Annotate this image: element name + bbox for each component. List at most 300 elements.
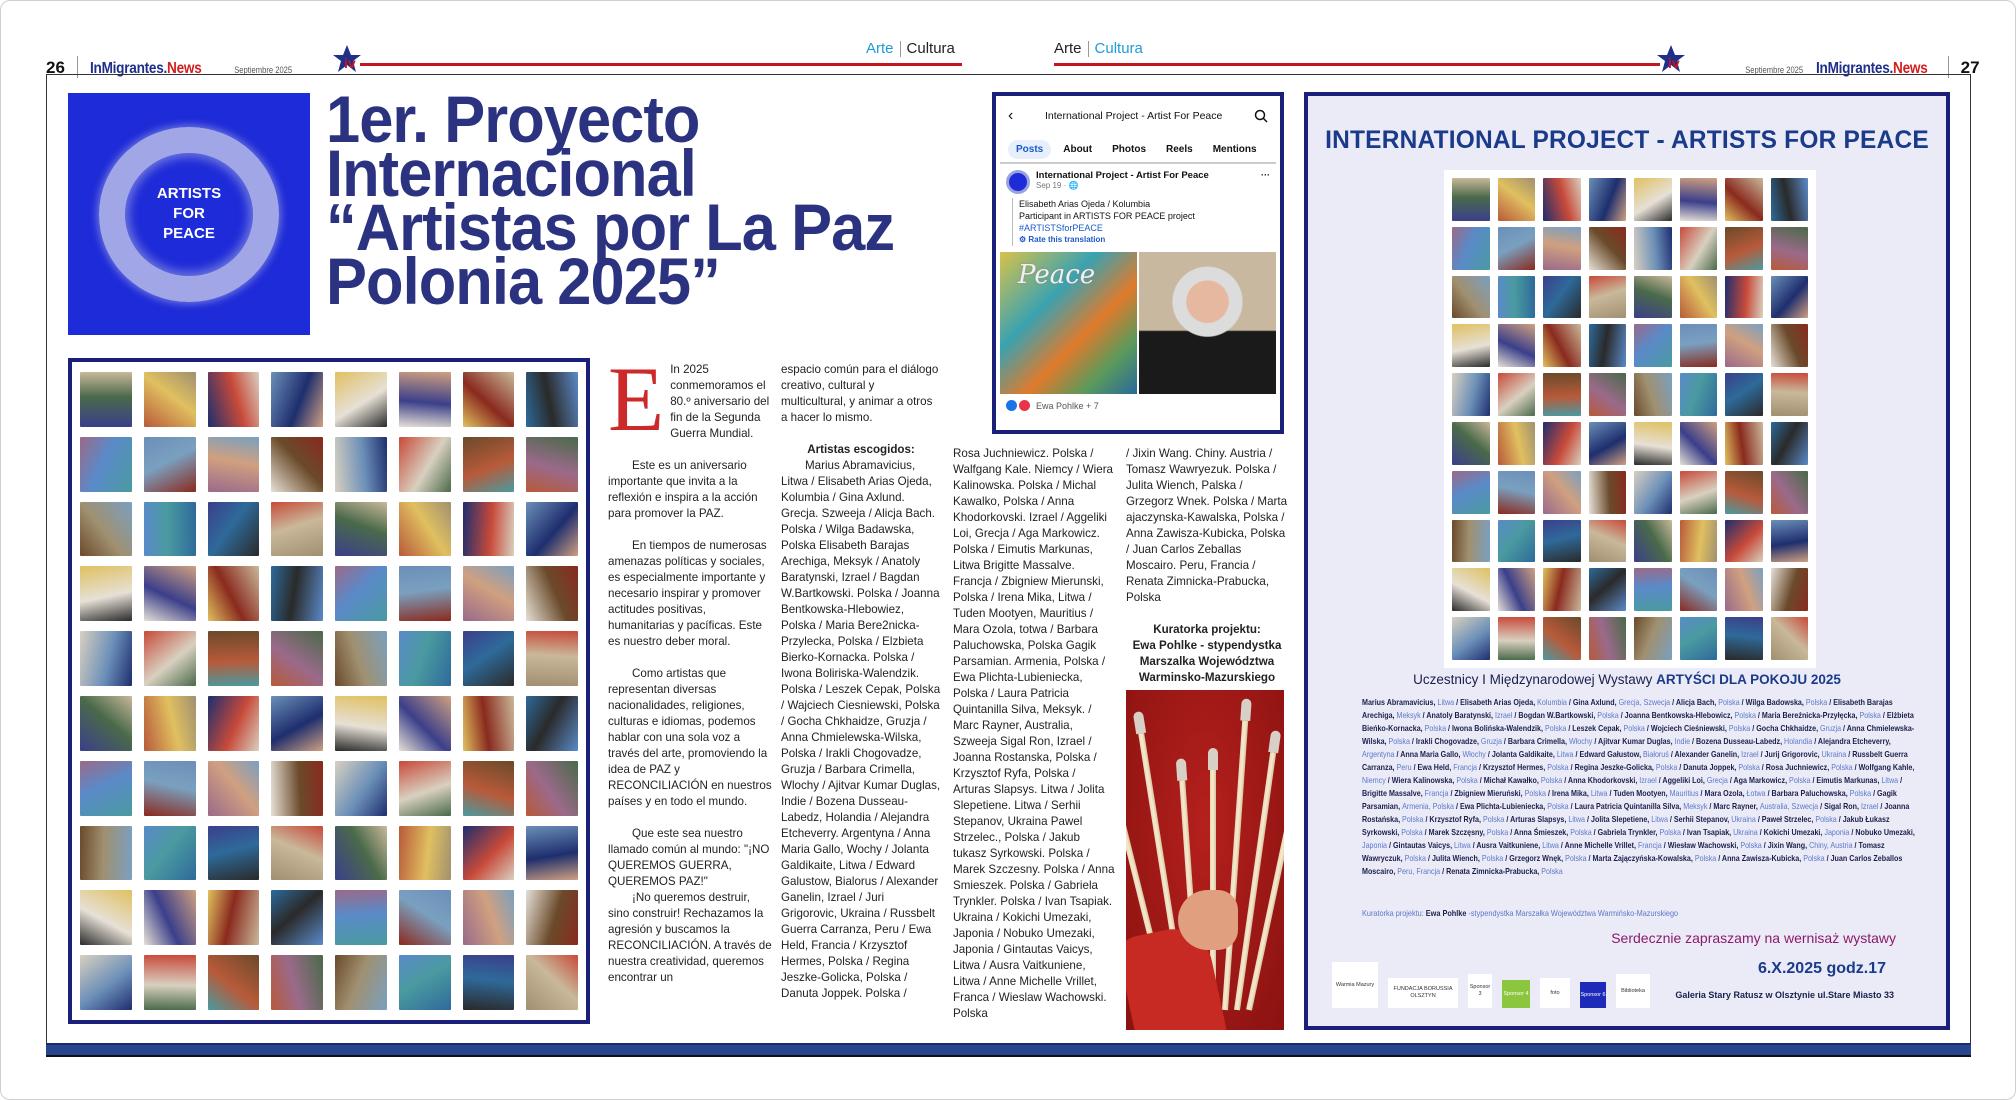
artwork-thumbnail — [1634, 617, 1672, 660]
participants-list: Marius Abramavicius, Litwa / Elisabeth Arias Ojeda, Kolumbia / Gina Axlund, Grecja, Szwecja / Alicja Bach, Polska / Wilga Badowska, Polska / Elisabeth Barajas Arechiga, Meksyk / Anatoly Baratynski, Izrael / Bogdan W.Bartkowski, Polska / Joanna Bentkowska-Hlebowicz, Polska / Maria Bereźnicka-Przyłęcka, Polska / Elżbieta Bieńko-Kornacka, Polska / Iwona Bolińska-Walendzik, Polska / Leszek Cepak, Polska / Wojciech Cieśniewski, Polska / Gocha Chkhaidze, Gruzja / Anna Chmielewska-Wilska, Polska / Irakli Chogovadze, Gruzja / Barbara Crimella, Włochy / Ajitvar Kumar Duglas, Indie / Bozena Dusseau-Labedz, Holandia / Alejandra Etcheverry, Argentyna / Anna Maria Gallo, Włochy / Jolanta Galdikaite, Litwa / Edward Gałustow, Białoruś / Alexander Ganelin, Izrael / Jurij Grigorovic, Ukraina / Russbelt Guerra Carranza, Peru / Ewa Held, Francja / Krzysztof Hermes, Polska / Regina Jeszke-Golicka, Polska / Danuta Joppek, Polska / Rosa Juchniewicz, Polska / Wolfgang Kahle, Niemcy / Wiera Kalinowska, Polska / Michał Kawałko, Polska / Anna Khodorkovski, Izrael / Aggeliki Loi, Grecja / Aga Markowicz, Polska / Eimutis Markunas, Litwa / Brigitte Massalve, Francja / Zbigniew Mieruński, Polska / Irena Mika, Litwa / Tuden Mootyen, Mauritius / Mara Ozola, Łotwa / Barbara Paluchowska, Polska / Gagik Parsamian, Armenia, Polska / Ewa Plichta-Lubieniecka, Polska / Laura Patricia Quintanilla Silva, Meksyk / Marc Rayner, Australia, Szwecja / Sigal Ron, Izrael / Joanna Rostańska, Polska / Krzysztof Ryfa, Polska / Arturas Slapsys, Litwa / Jolita Slepetiene, Litwa / Serhii Stepanov, Ukraina / Paweł Strzelec, Polska / Jakub Łukasz Syrkowski, Polska / Marek Szczęsny, Polska / Anna Śmieszek, Polska / Gabriela Trynkler, Polska / Ivan Tsapiak, Ukraina / Kokichi Umezaki, Japonia / Nobuko Umezaki, Japonia / Gintautas Vaicys, Litwa / Ausra Vaitkuniene, Litwa / Anne Michelle Vrillet, Francja / Wiesław Wachowski, Polska / Jixin Wang, Chiny, Austria / Tomasz Wawryczuk, Polska / Julita Wiench, Polska / Grzegorz Wnęk, Polska / Marta Zajączyńska-Kowalska, Polska / Anna Zawisza-Kubicka, Polska / Juan Carlos Zeballos Moscairo, Peru, Francja / Renata Zimnicka-Prabucka, Polska — [1362, 697, 1915, 876]
participant-name: Ajitvar Kumar Duglas, — [1598, 736, 1675, 746]
participant-country: Polska — [1541, 866, 1563, 876]
artwork-thumbnail — [1498, 471, 1536, 514]
intro-paragraph: E In 2025 conmemoramos el 80.º aniversario del fin de la Segunda Guerra Mundial. — [608, 348, 770, 450]
participant-country: Litwa — [1542, 840, 1559, 850]
participant-name: Elżbieta Bieńko-Kornacka, — [1362, 710, 1914, 733]
page-number-left: 26 — [46, 58, 65, 77]
participant-country: Polska — [1597, 710, 1619, 720]
artwork-thumbnail — [1771, 520, 1809, 563]
header-rule-right — [1054, 63, 1660, 66]
facebook-post-screenshot — [992, 92, 1284, 434]
participant-country: Polska — [1547, 762, 1569, 772]
artwork-thumbnail — [208, 890, 260, 945]
artwork-thumbnail — [1725, 324, 1763, 367]
artwork-thumbnail — [399, 696, 451, 751]
artwork-thumbnail — [1589, 617, 1627, 660]
artwork-thumbnail — [526, 890, 578, 945]
participant-country: Australia, Szwecja — [1759, 801, 1819, 811]
artwork-thumbnail — [271, 826, 323, 881]
artwork-thumbnail — [335, 761, 387, 816]
participant-country: Ukraina — [1731, 814, 1756, 824]
participant-name: Brigitte Massalve, — [1362, 788, 1425, 798]
rate-translation-link[interactable]: ⚙ Rate this translation — [1019, 235, 1106, 244]
participant-country: Litwa — [1881, 775, 1899, 785]
artwork-thumbnail — [80, 890, 132, 945]
participant-name: Joanna Bentkowska-Hlebowicz, — [1624, 710, 1735, 720]
curator-name: Ewa Pohlke - stypendystka Marszalka Województwa Warminsko-Mazurskiego — [1132, 639, 1282, 684]
participant-country: Chiny, Austria — [1809, 840, 1853, 850]
artwork-thumbnail — [526, 502, 578, 557]
artwork-thumbnail — [1589, 324, 1627, 367]
artwork-thumbnail — [1771, 471, 1809, 514]
participant-name: Laura Patricia Quintanilla Silva, — [1574, 801, 1684, 811]
participant-country: Polska — [1524, 788, 1547, 798]
fb-tab-bar — [1000, 136, 1276, 164]
svg-text:iv: iv — [344, 55, 356, 71]
artwork-thumbnail — [463, 566, 515, 621]
artwork-thumbnail — [208, 372, 260, 427]
participant-country: Izrael — [1639, 775, 1657, 785]
artwork-thumbnail — [271, 437, 323, 492]
participant-name: Tomasz Wawryczuk, — [1362, 840, 1885, 863]
artwork-thumbnail — [1543, 276, 1581, 319]
participant-name: Alejandra Etcheverry, — [1817, 736, 1891, 746]
section-label-left: Arte Cultura — [866, 40, 955, 57]
artwork-thumbnail — [80, 502, 132, 557]
event-venue: Galeria Stary Ratusz w Olsztynie ul.Stare Miasto 33 — [1675, 990, 1894, 1000]
paintbrushes-photo — [1126, 690, 1284, 1030]
artwork-thumbnail — [1680, 520, 1718, 563]
artwork-thumbnail — [1634, 178, 1672, 221]
participant-name: Rosa Juchniewicz, — [1765, 762, 1832, 772]
participant-name: Krzysztof Hermes, — [1482, 762, 1548, 772]
artwork-thumbnail — [526, 566, 578, 621]
paragraph: espacio común para el diálogo creativo, cultural y multicultural, y animar a otros a hacer lo mismo. — [781, 363, 939, 424]
participant-name: Bogdan W.Bartkowski, — [1518, 710, 1598, 720]
artwork-thumbnail — [463, 955, 515, 1010]
participant-country: Ukraina — [1821, 749, 1847, 759]
sponsor-logo: Biblioteka — [1616, 974, 1650, 1008]
participant-name: Gintautas Vaicys, — [1392, 840, 1455, 850]
participant-country: Polska — [1815, 814, 1837, 824]
artwork-thumbnail — [1680, 373, 1718, 416]
invitation-text: Serdecznie zapraszamy na wernisaż wystawy — [1611, 930, 1896, 946]
header-rule-left — [360, 63, 962, 66]
post-author[interactable]: International Project - Artist For Peace — [1036, 170, 1209, 181]
avatar[interactable] — [1006, 170, 1030, 194]
artwork-thumbnail — [526, 372, 578, 427]
post-images — [996, 252, 1280, 394]
participant-country: Holandia — [1784, 736, 1813, 746]
participant-name: Wiesław Wachowski, — [1667, 840, 1741, 850]
artwork-thumbnail — [144, 890, 196, 945]
participant-name: Anna Khodorkovski, — [1567, 775, 1640, 785]
article-title: 1er. Proyecto Internacional “Artistas por La Paz Polonia 2025” — [326, 82, 895, 318]
artists-list: / Jixin Wang. Chiny. Austria / Tomasz Wawryezuk. Polska / Julita Wiench, Palska / Grzegorz Wnek. Polska / Marta ajaczynska-Kawalska, Polska / Anna Zawisza-Kubicka, Polska / Juan Carlos Zeballas Moscairo. Peru, Francia / Renata Zimnicka-Prabucka, Polska — [1126, 447, 1288, 604]
artwork-thumbnail — [1452, 471, 1490, 514]
artwork-thumbnail — [1634, 568, 1672, 611]
artwork-thumbnail — [1680, 617, 1718, 660]
artwork-thumbnail — [144, 696, 196, 751]
artwork-thumbnail — [526, 696, 578, 751]
footer-bar — [46, 1043, 1971, 1057]
artwork-thumbnail — [80, 826, 132, 881]
participant-name: Joanna Rostańska, — [1362, 801, 1910, 824]
paragraph: En tiempos de numerosas amenazas políticas y sociales, es especialmente importante y necesario inspirar y promover actitudes positivas, humanitarias y pacíficas. Este es nuestro deber moral. — [608, 539, 767, 648]
participant-name: Eimutis Markunas, — [1816, 775, 1882, 785]
participant-name: Juan Carlos Zeballos Moscairo, — [1362, 853, 1903, 876]
article-column-1 — [608, 348, 774, 1002]
artwork-thumbnail — [463, 372, 515, 427]
sponsor-logo: Sponsor 3 — [1468, 974, 1492, 1008]
artwork-thumbnail — [1725, 568, 1763, 611]
artwork-thumbnail — [271, 955, 323, 1010]
participant-country: Polska — [1481, 853, 1504, 863]
participant-name: Aga Markowicz, — [1733, 775, 1790, 785]
participant-country: Polska — [1734, 710, 1756, 720]
artwork-thumbnail — [1725, 227, 1763, 270]
participant-name: Russbelt Guerra Carranza, — [1362, 749, 1908, 772]
tab-reels[interactable]: Reels — [1166, 143, 1193, 155]
artwork-thumbnail — [1771, 276, 1809, 319]
artwork-thumbnail — [526, 955, 578, 1010]
participant-country: Polska — [1402, 814, 1424, 824]
artwork-thumbnail — [271, 890, 323, 945]
artwork-thumbnail — [399, 631, 451, 686]
artwork-thumbnail — [1771, 422, 1809, 465]
artwork-thumbnail — [1543, 617, 1581, 660]
participant-country: Japonia — [1362, 840, 1388, 850]
participant-name: Wiera Kalinowska, — [1391, 775, 1457, 785]
participant-name: Marius Abramavicius, — [1362, 697, 1438, 707]
sponsor-logos — [1332, 962, 1650, 1008]
artwork-thumbnail — [1498, 178, 1536, 221]
participant-country: Francja — [1637, 840, 1662, 850]
participant-country: Polska — [1659, 827, 1681, 837]
artwork-thumbnail — [208, 502, 260, 557]
artwork-thumbnail — [1634, 324, 1672, 367]
artwork-thumbnail — [144, 631, 196, 686]
section-label-right: Arte Cultura — [1054, 40, 1143, 57]
participant-name: Gabriela Trynkler, — [1597, 827, 1660, 837]
participant-name: Gagik Parsamian, — [1362, 788, 1897, 811]
event-datetime: 6.X.2025 godz.17 — [1757, 960, 1886, 977]
artwork-thumbnail — [271, 631, 323, 686]
artwork-thumbnail — [1589, 568, 1627, 611]
participant-name: Jurij Grigorovic, — [1764, 749, 1822, 759]
participant-name: Marek Szczęsny, — [1428, 827, 1487, 837]
fb-post — [996, 164, 1280, 246]
participant-country: Polska — [1728, 723, 1751, 733]
participant-name: Gocha Chkhaidze, — [1756, 723, 1821, 733]
participant-country: Polska — [1565, 853, 1587, 863]
artwork-thumbnail — [335, 631, 387, 686]
artwork-thumbnail — [1452, 520, 1490, 563]
exhibition-poster — [1304, 92, 1950, 1030]
artwork-thumbnail — [335, 696, 387, 751]
participant-country: Włochy — [1462, 749, 1486, 759]
artwork-thumbnail — [1452, 422, 1490, 465]
participant-country: Argentyna — [1362, 749, 1395, 759]
participant-name: Elisabeth Arias Ojeda, — [1460, 697, 1538, 707]
artwork-thumbnail — [208, 631, 260, 686]
participant-country: Grecja — [1706, 775, 1728, 785]
participant-country: Mauritius — [1669, 788, 1699, 798]
participant-name: Alicja Bach, — [1675, 697, 1719, 707]
participant-country: Polska — [1859, 710, 1881, 720]
artists-for-peace-logo — [68, 93, 310, 335]
artwork-thumbnail — [80, 372, 132, 427]
artwork-thumbnail — [1498, 227, 1536, 270]
search-icon[interactable] — [1254, 109, 1268, 123]
participant-name: Bozena Dusseau-Labedz, — [1696, 736, 1785, 746]
tab-photos[interactable]: Photos — [1112, 143, 1147, 155]
participant-name: Krzysztof Ryfa, — [1429, 814, 1483, 824]
participant-name: Ausra Vaitkuniene, — [1476, 840, 1543, 850]
artwork-thumbnail — [463, 502, 515, 557]
artwork-thumbnail — [1498, 568, 1536, 611]
participant-name: Marc Rayner, — [1713, 801, 1760, 811]
participant-name: Julita Wiench, — [1431, 853, 1482, 863]
artwork-thumbnail — [208, 566, 260, 621]
tab-about[interactable]: About — [1063, 143, 1093, 155]
participant-country: Polska — [1570, 827, 1592, 837]
artwork-thumbnail — [1771, 617, 1809, 660]
artwork-thumbnail — [1498, 324, 1536, 367]
sponsor-logo: Sponsor 4 — [1502, 980, 1530, 1008]
participant-name: Elisabeth Barajas Arechiga, — [1362, 697, 1893, 720]
participant-country: Polska — [1849, 788, 1872, 798]
participant-name: Maria Bereźnicka-Przyłęcka, — [1761, 710, 1860, 720]
participant-country: Polska — [1694, 853, 1717, 863]
artwork-thumbnail — [399, 890, 451, 945]
artwork-thumbnail — [1634, 422, 1672, 465]
peace-painting-image[interactable]: Peace — [1000, 252, 1137, 394]
artwork-thumbnail — [144, 826, 196, 881]
participant-name: Tuden Mootyen, — [1613, 788, 1670, 798]
participant-name: Wolfgang Kahle, — [1858, 762, 1915, 772]
artist-portrait-image[interactable] — [1139, 252, 1276, 394]
curator-label: Kuratorka projektu: — [1153, 623, 1261, 636]
artwork-thumbnail — [1771, 324, 1809, 367]
participant-name: Zbigniew Mieruński, — [1454, 788, 1525, 798]
participant-country: Polska — [1740, 840, 1762, 850]
artwork-thumbnail — [1680, 324, 1718, 367]
participant-name: Serhii Stepanov, — [1673, 814, 1732, 824]
artwork-thumbnail — [399, 955, 451, 1010]
participant-country: Polska — [1540, 775, 1563, 785]
post-text: Elisabeth Arias Ojeda / Kolumbia Participant in ARTISTS FOR PEACE project #ARTISTSforPEACE ⚙ Rate this translation — [1012, 198, 1270, 246]
artwork-thumbnail — [1543, 227, 1581, 270]
sponsor-logo: foto — [1540, 978, 1570, 1008]
artwork-thumbnail — [1498, 422, 1536, 465]
artwork-thumbnail — [208, 826, 260, 881]
artwork-thumbnail — [335, 566, 387, 621]
participant-name: Sigal Ron, — [1824, 801, 1861, 811]
participant-country: Gruzja — [1480, 736, 1502, 746]
artwork-thumbnail — [1452, 227, 1490, 270]
artwork-thumbnail — [1452, 324, 1490, 367]
artwork-thumbnail — [208, 761, 260, 816]
artwork-thumbnail — [1589, 227, 1627, 270]
participant-country: Izrael — [1860, 801, 1879, 811]
participant-name: Ewa Plichta-Lubieniecka, — [1459, 801, 1548, 811]
page-number-right: 27 — [1960, 58, 1980, 77]
artwork-thumbnail — [1634, 373, 1672, 416]
artwork-thumbnail — [1498, 373, 1536, 416]
artwork-thumbnail — [271, 566, 323, 621]
artwork-grid-right — [1444, 170, 1816, 668]
poster-curator: Kuratorka projektu: Ewa Pohlke -stypendystka Marszałka Województwa Warmińsko-Mazurskiego — [1362, 908, 1679, 918]
artwork-grid-left — [68, 358, 590, 1024]
drop-cap: E — [608, 348, 665, 450]
artwork-thumbnail — [144, 437, 196, 492]
participant-country: Polska — [1401, 827, 1423, 837]
artists-heading: Artistas escogidos: — [807, 443, 915, 456]
participant-country: Peru, Francja — [1397, 866, 1441, 876]
artwork-thumbnail — [1725, 520, 1763, 563]
artwork-thumbnail — [1452, 178, 1490, 221]
participant-name: Marta Zajączyńska-Kowalska, — [1592, 853, 1695, 863]
issue-date-left: Septiembre 2025 — [234, 65, 293, 76]
participant-country: Białoruś — [1643, 749, 1669, 759]
artwork-thumbnail — [1543, 178, 1581, 221]
participant-name: Anna Maria Gallo, — [1400, 749, 1463, 759]
artwork-thumbnail — [526, 437, 578, 492]
artwork-thumbnail — [1725, 617, 1763, 660]
artwork-thumbnail — [399, 502, 451, 557]
artwork-thumbnail — [1498, 276, 1536, 319]
artwork-thumbnail — [399, 826, 451, 881]
participant-name: Barbara Crimella, — [1507, 736, 1569, 746]
artwork-thumbnail — [1589, 373, 1627, 416]
article-column-3 — [953, 446, 1115, 1038]
artwork-thumbnail — [1680, 276, 1718, 319]
participant-name: Jixin Wang, — [1767, 840, 1810, 850]
artwork-thumbnail — [1634, 520, 1672, 563]
right-page-header — [1732, 44, 1980, 78]
participant-name: Nobuko Umezaki, — [1855, 827, 1915, 837]
artwork-thumbnail — [1725, 276, 1763, 319]
post-reactions[interactable]: Ewa Pohlke + 7 — [996, 394, 1280, 417]
artwork-thumbnail — [1634, 471, 1672, 514]
artwork-thumbnail — [144, 502, 196, 557]
sponsor-logo: Sponsor 6 — [1580, 982, 1606, 1008]
artwork-thumbnail — [526, 761, 578, 816]
tab-mentions[interactable]: Mentions — [1212, 143, 1257, 155]
artwork-thumbnail — [335, 890, 387, 945]
participant-name: Paweł Strzelec, — [1761, 814, 1816, 824]
participant-name: Iwona Bolińska-Walendzik, — [1452, 723, 1545, 733]
participant-name: Jakub Łukasz Syrkowski, — [1362, 814, 1890, 837]
artwork-thumbnail — [1543, 568, 1581, 611]
artwork-thumbnail — [1452, 373, 1490, 416]
hashtag-link[interactable]: #ARTISTSforPEACE — [1019, 223, 1103, 233]
brand-logo-left: InMigrantes.News — [89, 60, 202, 77]
artwork-thumbnail — [271, 502, 323, 557]
participant-name: Wilga Badowska, — [1745, 697, 1806, 707]
artwork-thumbnail — [1589, 276, 1627, 319]
artwork-thumbnail — [335, 955, 387, 1010]
more-dots-icon[interactable]: ··· — [1261, 170, 1270, 180]
artwork-thumbnail — [1771, 178, 1809, 221]
chevron-left-icon[interactable]: ‹ — [1008, 107, 1014, 124]
participant-name: Anna Śmieszek, — [1513, 827, 1571, 837]
artwork-thumbnail — [80, 631, 132, 686]
artwork-thumbnail — [1680, 568, 1718, 611]
star-logo-icon — [332, 44, 362, 74]
post-date: Sep 19 · 🌐 — [1036, 181, 1079, 190]
participant-country: Indie — [1674, 736, 1691, 746]
love-icon — [1019, 400, 1030, 411]
artwork-thumbnail — [80, 761, 132, 816]
fb-page-title: International Project - Artist For Peace — [1044, 110, 1223, 122]
artwork-thumbnail — [463, 696, 515, 751]
participant-country: Litwa — [1590, 788, 1608, 798]
tab-posts[interactable]: Posts — [1008, 140, 1051, 159]
artwork-thumbnail — [271, 696, 323, 751]
artwork-thumbnail — [1725, 471, 1763, 514]
participant-country: Kolumbia — [1537, 697, 1567, 707]
participant-name: Jolanta Galdikaite, — [1491, 749, 1557, 759]
participant-country: Polska — [1544, 723, 1567, 733]
artwork-thumbnail — [399, 437, 451, 492]
participant-country: Litwa — [1556, 749, 1574, 759]
sponsor-logo: Warmia Mazury — [1332, 962, 1378, 1008]
artwork-thumbnail — [463, 761, 515, 816]
participant-name: Jolita Slepetiene, — [1590, 814, 1652, 824]
participant-country: Polska — [1404, 853, 1426, 863]
artwork-thumbnail — [80, 955, 132, 1010]
artwork-thumbnail — [1543, 520, 1581, 563]
participant-country: Armenia, Polska — [1402, 801, 1455, 811]
participant-name: Anna Zawisza-Kubicka, — [1721, 853, 1804, 863]
participant-country: Polska — [1456, 775, 1478, 785]
artwork-thumbnail — [1498, 617, 1536, 660]
paragraph: ¡No queremos destruir, sino construir! Rechazamos la agresión y buscamos la RECONCILIACIÓN. A través de nuestra creatividad, queremos encontrar un — [608, 891, 772, 984]
participant-country: Polska — [1805, 697, 1828, 707]
participant-country: Polska — [1482, 814, 1505, 824]
artwork-thumbnail — [1543, 422, 1581, 465]
artwork-thumbnail — [80, 566, 132, 621]
participant-country: Polska — [1831, 762, 1853, 772]
participant-name: Anne Michelle Vrillet, — [1564, 840, 1638, 850]
participant-name: Michał Kawałko, — [1483, 775, 1541, 785]
artwork-thumbnail — [1589, 422, 1627, 465]
artwork-thumbnail — [208, 955, 260, 1010]
participant-name: Aggeliki Loi, — [1662, 775, 1707, 785]
participant-country: Polska — [1424, 723, 1447, 733]
svg-text:iv: iv — [1668, 55, 1680, 71]
participant-name: Wojciech Cieśniewski, — [1650, 723, 1729, 733]
participant-country: Polska — [1738, 762, 1760, 772]
poster-subtitle: Uczestnicy I Międzynarodowej Wystawy ARTYŚCI DLA POKOJU 2025 — [1413, 672, 1841, 687]
participant-country: Litwa — [1454, 840, 1471, 850]
participant-name: Kokichi Umezaki, — [1763, 827, 1825, 837]
artwork-thumbnail — [1452, 568, 1490, 611]
artwork-thumbnail — [463, 826, 515, 881]
article-column-2 — [781, 362, 941, 1018]
artwork-thumbnail — [1543, 471, 1581, 514]
artwork-thumbnail — [80, 696, 132, 751]
participant-country: Gruzja — [1820, 723, 1842, 733]
artists-list: Rosa Juchniewicz. Polska / Walfgang Kale. Niemcy / Wiera Kalinowska. Polska / Michal Kawalko, Polska / Anna Khodorkovski. Izrael / Aggeliki Loi, Grecja / Aga Markowicz. Polska / Eimutis Markunas, Litwa Brigitte Massalve. Francja / Zbigniew Mierunski, Polska / Irena Mika, Litwa / Tuden Mootyen, Mauritius / Mara Ozola, totwa / Barbara Paluchowska, Polska Gagik Parsamian. Armenia, Polska / Ewa Plichta-Lubieniecka, Polska / Laura Patricia Quintanilla Silva, Meksyk. / Marc Rayner, Australia, Szweeja Sigal Ron, Izrael / Joanna Rostanska, Polska / Krzysztof Ryfa, Polska / Arturas Slapsys. Litwa / Jolita Slepetiene. Litwa / Serhii Stepanov, Ukraina Pawel Strzelec., Polska / Jakub tukasz Syrkowski. Polska / Marek Szczesny. Polska / Anna Smieszek. Polska / Gabriela Trynkler. Polska / Ivan Tsapiak. Ukraina / Kokichi Umezaki, Japonia / Nobuko Umezaki, Japonia / Gintautas Vaicys, Litwa / Ausra Vaitkuniene, Litwa / Anne Michelle Vrillet, Franca / Wieslaw Wachowski. Polska — [953, 447, 1115, 1020]
participant-country: Polska — [1803, 853, 1825, 863]
artwork-thumbnail — [463, 437, 515, 492]
artwork-thumbnail — [335, 437, 387, 492]
participant-name: Edward Gałustow, — [1579, 749, 1644, 759]
